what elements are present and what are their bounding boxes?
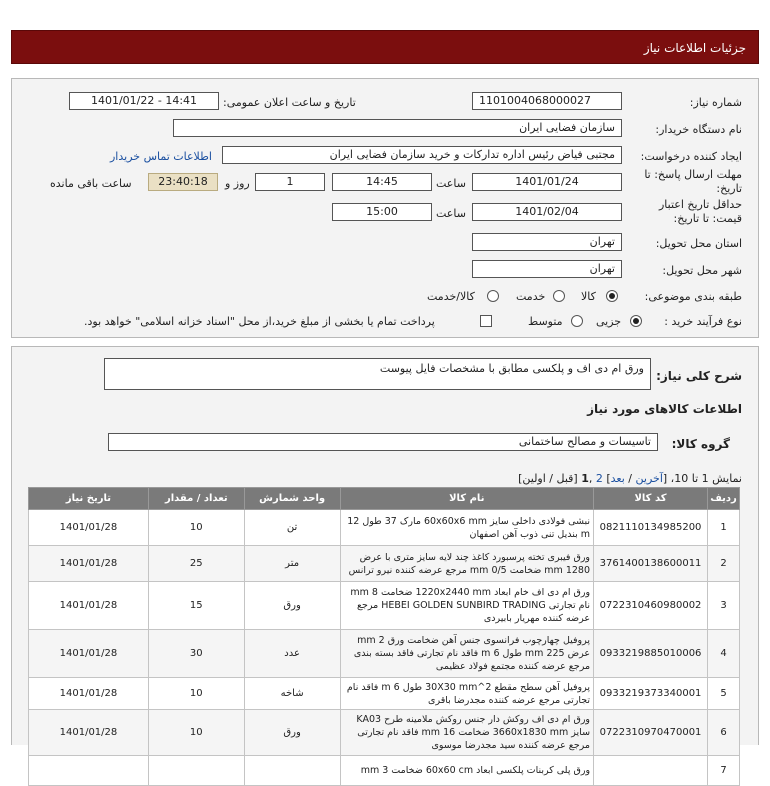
table-row[interactable] (29, 630, 740, 678)
row-index: 2 (708, 546, 740, 582)
column-header-date: تاریخ نیاز (29, 488, 149, 510)
page-header (11, 30, 759, 64)
category-service-radio[interactable] (553, 290, 565, 302)
city-field: تهران (472, 260, 622, 278)
row-code: 0821110134985200 (594, 510, 708, 546)
deadline-time-field: 14:45 (332, 173, 432, 191)
requester-field: مجتبی فیاض رئیس اداره تدارکات و خرید سازمان فضایی ایران (222, 146, 622, 164)
row-date: 1401/01/28 (29, 678, 149, 710)
need-number-label: شماره نیاز: (689, 96, 742, 109)
row-name: پروفیل چهارچوب فرانسوی جنس آهن ضخامت ورق 2 mm عرض 225 mm طول 6 m فاقد نام تجارتی فاقد بسته بندی مرجع عرضه کننده مجتمع فولاد عظیمی (340, 630, 593, 678)
row-date: 1401/01/28 (29, 710, 149, 756)
category-label: طبقه بندی موضوعی: (644, 290, 742, 303)
process-medium-label: متوسط (528, 315, 563, 328)
row-unit: تن (244, 510, 340, 546)
summary-field: ورق ام دی اف و پلکسی مطابق با مشخصات فایل پیوست (104, 358, 651, 390)
pagination-sep: ] (602, 472, 611, 485)
column-header-code: کد کالا (594, 488, 708, 510)
row-name: پروفیل آهن سطح مقطع 2^30X30 mm طول 6 m فاقد نام تجارتی مرجع عرضه کننده مجدرضا باقری (340, 678, 593, 710)
table-row[interactable] (29, 546, 740, 582)
validity-time-label: ساعت (436, 207, 466, 220)
requester-label: ایجاد کننده درخواست: (640, 150, 742, 163)
buyer-contact-link[interactable]: اطلاعات تماس خریدار (110, 150, 212, 163)
row-quantity: 10 (148, 710, 244, 756)
row-index: 3 (708, 582, 740, 630)
buyer-label: نام دستگاه خریدار: (655, 123, 742, 136)
table-row[interactable] (29, 756, 740, 786)
column-header-index: ردیف (708, 488, 740, 510)
announce-label: تاریخ و ساعت اعلان عمومی: (223, 96, 356, 109)
column-header-quantity: تعداد / مقدار (148, 488, 244, 510)
validity-date-field: 1401/02/04 (472, 203, 622, 221)
treasury-payment-note: پرداخت تمام یا بخشی از مبلغ خرید،از محل "اسناد خزانه اسلامی" خواهد بود. (84, 315, 435, 328)
goods-group-label: گروه کالا: (671, 437, 730, 451)
deadline-label: مهلت ارسال پاسخ: تا تاریخ: (644, 168, 742, 195)
row-code: 0933219885010006 (594, 630, 708, 678)
remaining-time-field: 23:40:18 (148, 173, 218, 191)
pagination-sep: , (588, 472, 596, 485)
process-medium-radio[interactable] (571, 315, 583, 327)
goods-info-title: اطلاعات کالاهای مورد نیاز (587, 402, 742, 416)
validity-time-field: 15:00 (332, 203, 432, 221)
row-quantity: 10 (148, 510, 244, 546)
validity-label: حداقل تاریخ اعتبار قیمت: تا تاریخ: (658, 198, 742, 225)
row-name: نبشی فولادی داخلی سایز 60x60x6 mm مارک 37 طول 12 m بندیل تنی ذوب آهن اصفهان (340, 510, 593, 546)
table-row[interactable] (29, 510, 740, 546)
pagination-sep: / (624, 472, 636, 485)
row-name: ورق فیبری تخته پرسبورد کاغذ چند لایه سایز متری با عرض 1280 mm ضخامت 0/5 mm مرجع عرضه کننده نیرو ترانس (340, 546, 593, 582)
goods-table (28, 487, 740, 786)
deadline-date-field: 1401/01/24 (472, 173, 622, 191)
process-minor-radio[interactable] (630, 315, 642, 327)
buyer-field: سازمان فضایی ایران (173, 119, 622, 137)
province-field: تهران (472, 233, 622, 251)
summary-label: شرح کلی نیاز: (656, 369, 742, 383)
row-index: 5 (708, 678, 740, 710)
pagination-suffix: [قبل / اولین] (518, 472, 582, 485)
row-name: ورق ام دی اف روکش دار جنس روکش ملامینه طرح KA03 سایز 3660x1830 mm ضخامت 16 mm فاقد نام تجارتی مرجع عرضه کننده سید مجدرضا موسوی (340, 710, 593, 756)
table-row[interactable] (29, 582, 740, 630)
row-date: 1401/01/28 (29, 582, 149, 630)
days-field: 1 (255, 173, 325, 191)
column-header-unit: واحد شمارش (244, 488, 340, 510)
row-quantity (148, 756, 244, 786)
row-code (594, 756, 708, 786)
pagination (518, 472, 742, 485)
row-code: 0722310970470001 (594, 710, 708, 756)
pagination-last-link[interactable]: آخرین (635, 472, 663, 485)
row-code: 3761400138600011 (594, 546, 708, 582)
table-row[interactable] (29, 710, 740, 756)
row-code: 0722310460980002 (594, 582, 708, 630)
column-header-name: نام کالا (340, 488, 593, 510)
pagination-page-2-link[interactable]: 2 (595, 472, 603, 485)
row-date: 1401/01/28 (29, 510, 149, 546)
category-goods-service-label: کالا/خدمت (427, 290, 475, 303)
city-label: شهر محل تحویل: (662, 264, 742, 277)
remaining-label: ساعت باقی مانده (50, 177, 132, 190)
process-label: نوع فرآیند خرید : (664, 315, 742, 328)
need-number-field: 1101004068000027 (472, 92, 622, 110)
row-date: 1401/01/28 (29, 546, 149, 582)
table-row[interactable] (29, 678, 740, 710)
pagination-current-page: 1 (581, 472, 589, 485)
province-label: استان محل تحویل: (655, 237, 742, 250)
row-unit: ورق (244, 710, 340, 756)
row-quantity: 15 (148, 582, 244, 630)
category-goods-label: کالا (581, 290, 596, 303)
deadline-time-label: ساعت (436, 177, 466, 190)
category-service-label: خدمت (516, 290, 546, 303)
row-quantity: 10 (148, 678, 244, 710)
row-unit: ورق (244, 582, 340, 630)
row-name: ورق ام دی اف خام ابعاد 1220x2440 mm ضخامت 8 mm نام تجارتی HEBEI GOLDEN SUNBIRD TRADING مرجع عرضه کننده مهریار بابیردی (340, 582, 593, 630)
row-code: 0933219373340001 (594, 678, 708, 710)
row-name: ورق پلی کربنات پلکسی ابعاد 60x60 cm ضخامت 3 mm (340, 756, 593, 786)
pagination-next-link[interactable]: بعد (610, 472, 625, 485)
row-index: 1 (708, 510, 740, 546)
row-unit (244, 756, 340, 786)
category-goods-radio[interactable] (606, 290, 618, 302)
days-label: روز و (225, 177, 250, 190)
process-minor-label: جزیی (596, 315, 622, 328)
row-date (29, 756, 149, 786)
announce-field: 1401/01/22 - 14:41 (69, 92, 219, 110)
row-quantity: 25 (148, 546, 244, 582)
row-unit: متر (244, 546, 340, 582)
row-unit: شاخه (244, 678, 340, 710)
treasury-payment-checkbox[interactable] (480, 315, 492, 327)
pagination-prefix: نمایش 1 تا 10، [ (662, 472, 742, 485)
table-header-row (29, 488, 740, 510)
page-title: جزئیات اطلاعات نیاز (643, 41, 746, 55)
goods-group-field: تاسیسات و مصالح ساختمانی (108, 433, 658, 451)
row-index: 6 (708, 710, 740, 756)
row-index: 7 (708, 756, 740, 786)
row-index: 4 (708, 630, 740, 678)
category-goods-service-radio[interactable] (487, 290, 499, 302)
row-date: 1401/01/28 (29, 630, 149, 678)
row-unit: عدد (244, 630, 340, 678)
row-quantity: 30 (148, 630, 244, 678)
